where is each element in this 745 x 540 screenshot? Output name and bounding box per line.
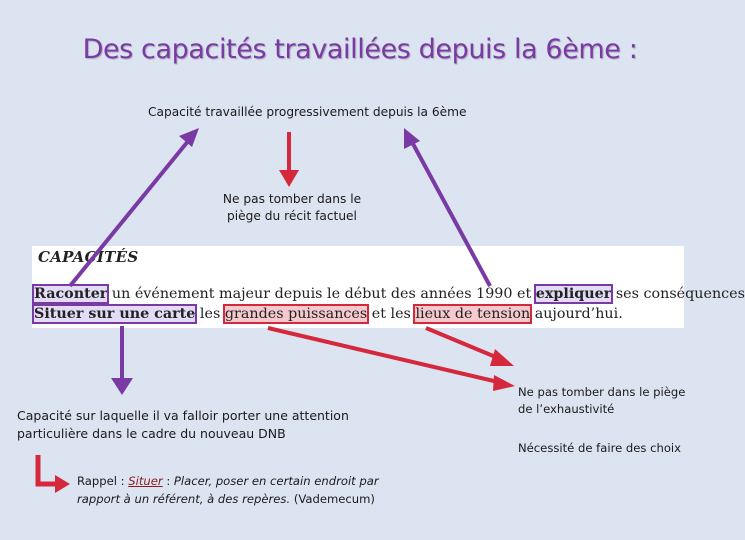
rappel-source: (Vademecum) [290, 492, 375, 506]
rappel-term: Situer [128, 474, 163, 488]
arrow-raconter-to-caption [70, 128, 199, 286]
arrow-situer-to-caption [111, 326, 133, 395]
capacity-line-1-text: un événement majeur depuis le début des années 1990 et [107, 286, 536, 302]
capacity-line-1-end: ses conséquences [611, 286, 745, 302]
bottom-caption-line-2: particulière dans le cadre du nouveau DNB [17, 426, 286, 441]
capacity-line-2-end: aujourd’hui. [530, 306, 623, 322]
top-caption: Capacité travaillée progressivement depuis la 6ème [148, 105, 467, 119]
arrow-down-to-warning [279, 132, 299, 187]
rappel-definition-b: rapport à un référent, à des repères. [77, 492, 291, 506]
keyword-grandes-puissances: grandes puissances [224, 306, 368, 322]
bottom-caption-line-1: Capacité sur laquelle il va falloir porter une attention [17, 408, 349, 423]
warning-exhaustive-line-1: Ne pas tomber dans le piège [518, 385, 686, 399]
rappel-definition-a: Placer, poser en certain endroit par [173, 474, 379, 488]
keyword-situer: Situer sur une carte [34, 306, 196, 322]
slide-title: Des capacités travaillées depuis la 6ème : [82, 34, 638, 65]
capacities-heading: CAPACITÉS [38, 248, 139, 266]
rappel-sep: : [162, 474, 174, 488]
keyword-raconter: Raconter [34, 286, 108, 302]
capacity-line-2-text-b: et les [367, 306, 416, 322]
arrow-rappel-corner [38, 455, 70, 493]
choices-note: Nécessité de faire des choix [518, 441, 682, 455]
rappel-prefix: Rappel : [77, 474, 129, 488]
arrow-puissances-to-warning [268, 328, 498, 382]
capacity-line-2-text-a: les [195, 306, 225, 322]
keyword-expliquer: expliquer [535, 286, 612, 302]
keyword-lieux-de-tension: lieux de tension [415, 306, 531, 322]
warning-factual-line-1: Ne pas tomber dans le [222, 192, 362, 206]
arrow-tension-to-warning [426, 328, 515, 391]
arrow-expliquer-to-caption [404, 128, 490, 286]
warning-exhaustive-line-2: de l’exhaustivité [518, 402, 615, 416]
warning-factual-line-2: piège du récit factuel [227, 209, 357, 223]
